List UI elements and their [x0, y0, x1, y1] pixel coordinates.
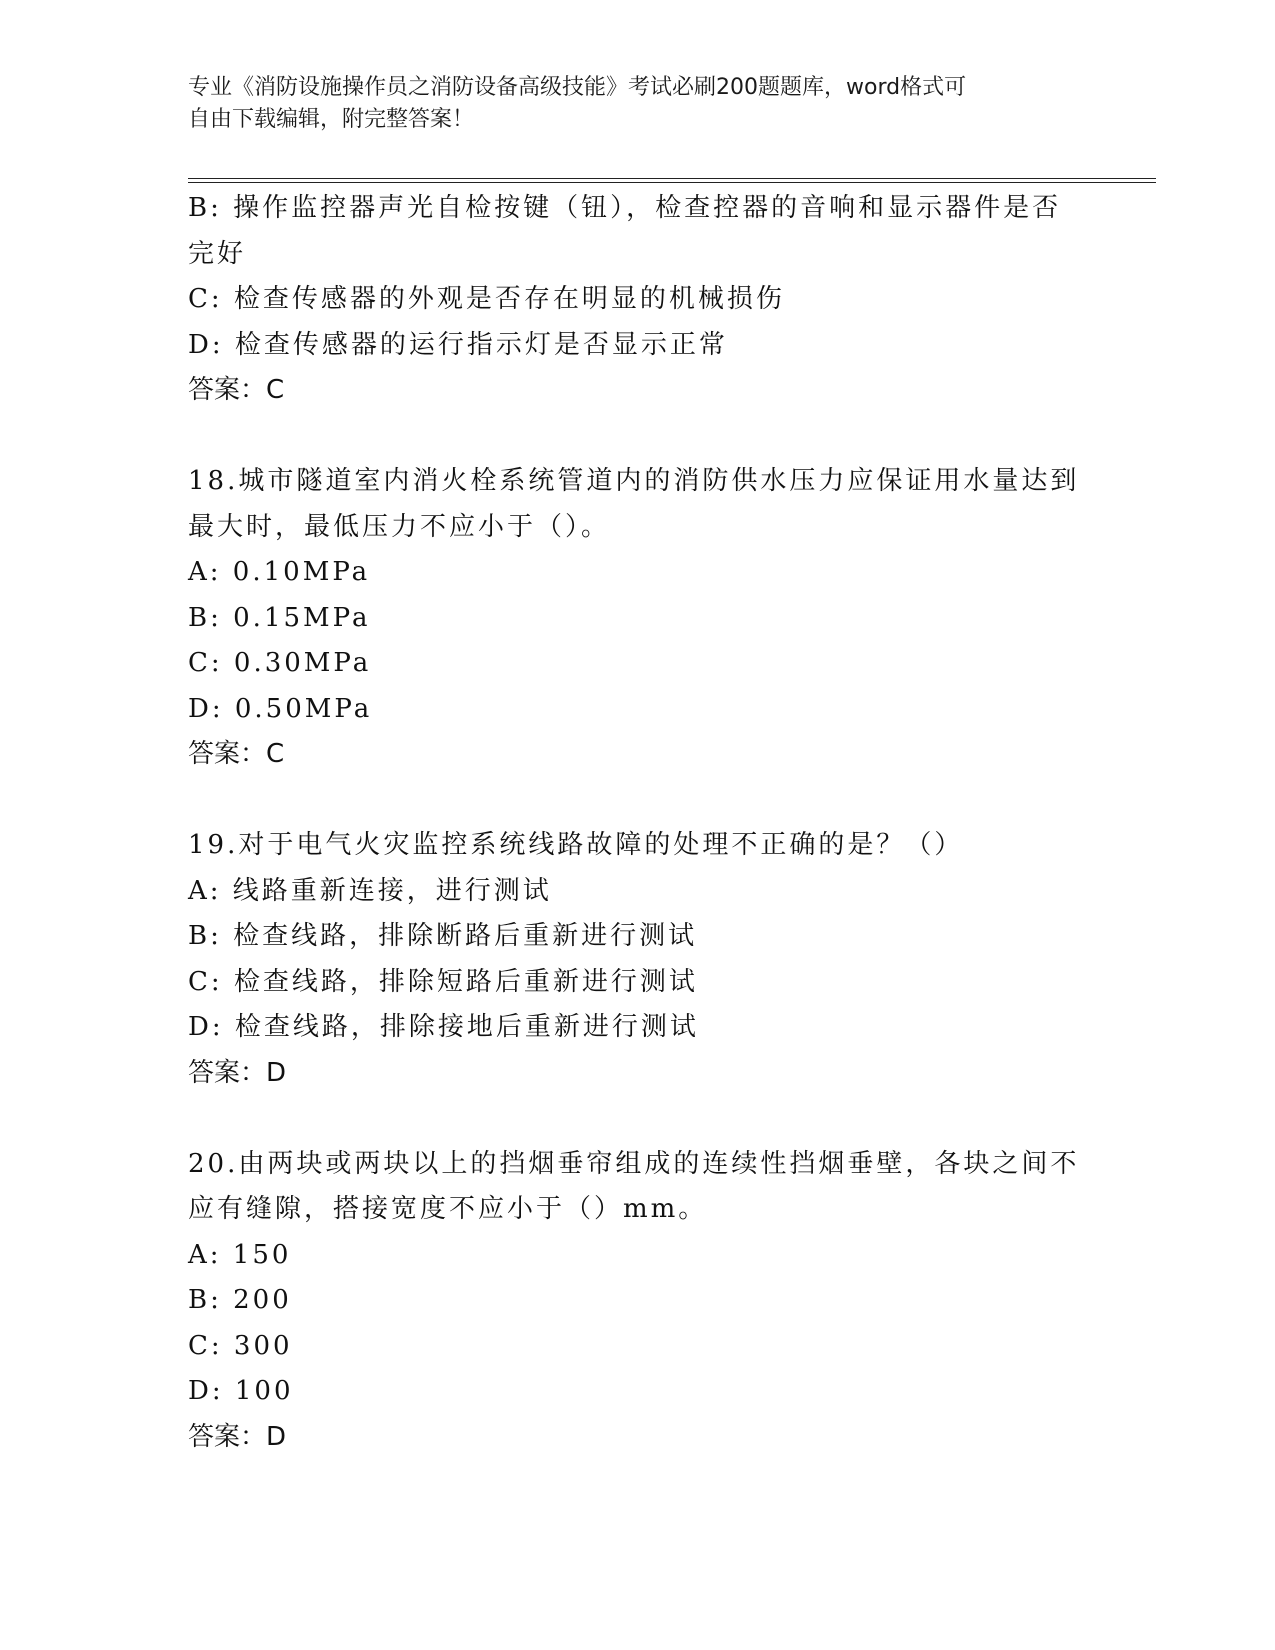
question-17-continued [188, 186, 1088, 414]
question-list [188, 186, 1088, 1460]
option-a: A: 150 [188, 1239, 292, 1270]
spacer [188, 414, 1088, 460]
option-b: B: 检查线路，排除断路后重新进行测试 [188, 921, 698, 951]
header-line-1: 专业《消防设施操作员之消防设备高级技能》考试必刷200题题库，word格式可 [188, 75, 967, 100]
question-stem-line-1: 20.由两块或两块以上的挡烟垂帘组成的连续性挡烟垂壁，各块之间不 [188, 1148, 1080, 1179]
question-stem-line-1: 19.对于电气火灾监控系统线路故障的处理不正确的是？（） [188, 830, 964, 860]
option-b: B: 200 [188, 1285, 292, 1315]
option-b: B: 0.15MPa [188, 602, 371, 633]
option-c: C: 300 [188, 1330, 293, 1361]
option-b-line-2: 完好 [188, 238, 247, 269]
option-d: D: 0.50MPa [188, 693, 373, 724]
option-b-line-1: B: 操作监控器声光自检按键（钮），检查控器的音响和显示器件是否 [188, 193, 1062, 223]
option-c: C: 检查线路，排除短路后重新进行测试 [188, 966, 698, 997]
header-divider [188, 178, 1156, 183]
question-stem-line-2: 应有缝隙，搭接宽度不应小于（）mm。 [188, 1194, 708, 1224]
option-c: C: 0.30MPa [188, 648, 372, 678]
question-19 [188, 823, 1088, 1096]
question-stem-line-2: 最大时，最低压力不应小于（）。 [188, 511, 611, 542]
option-a: A: 0.10MPa [188, 557, 371, 587]
question-stem-line-1: 18.城市隧道室内消火栓系统管道内的消防供水压力应保证用水量达到 [188, 466, 1080, 496]
question-18 [188, 459, 1088, 778]
spacer [188, 1096, 1088, 1142]
answer: 答案：C [188, 739, 285, 769]
option-a: A: 线路重新连接，进行测试 [188, 875, 552, 906]
answer: 答案：D [188, 1421, 287, 1452]
option-d: D: 检查传感器的运行指示灯是否显示正常 [188, 329, 728, 360]
option-c: C: 检查传感器的外观是否存在明显的机械损伤 [188, 284, 785, 314]
answer: 答案：C [188, 375, 285, 405]
document-header [188, 72, 1068, 136]
question-20 [188, 1142, 1088, 1461]
option-d: D: 100 [188, 1376, 294, 1406]
header-line-2: 自由下载编辑，附完整答案！ [188, 107, 475, 132]
spacer [188, 778, 1088, 824]
answer: 答案：D [188, 1057, 287, 1088]
option-d: D: 检查线路，排除接地后重新进行测试 [188, 1012, 699, 1042]
